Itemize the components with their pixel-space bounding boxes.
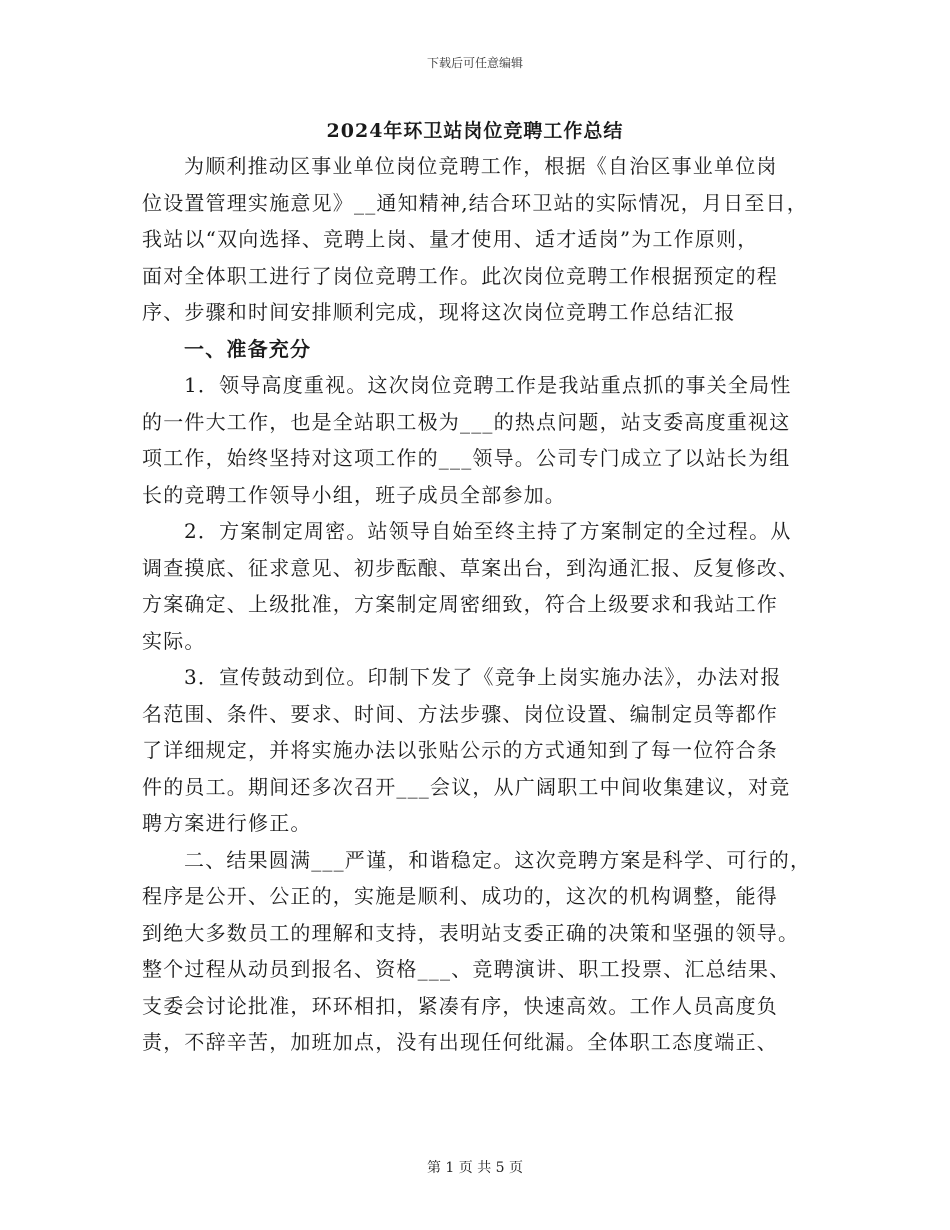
- paragraph-line: 程序是公开、公正的，实施是顺利、成功的，这次的机构调整，能得: [142, 884, 778, 908]
- paragraph-line: 的一件大工作，也是全站职工极为___的热点问题，站支委高度重视这: [142, 409, 791, 434]
- paragraph-line: 调查摸底、征求意见、初步酝酿、草案出台，到沟通汇报、反复修改、: [142, 555, 800, 580]
- paragraph-line: 到绝大多数员工的理解和支持，表明站支委正确的决策和坚强的领导。: [142, 920, 800, 945]
- paragraph-line: 件的员工。期间还多次召开___会议，从广阔职工中间收集建议，对竞: [142, 774, 791, 799]
- paragraph-line: 位设置管理实施意见》__通知精神,结合环卫站的实际情况，月日至日，: [142, 190, 808, 215]
- paragraph-line: 为顺利推动区事业单位岗位竞聘工作，根据《自治区事业单位岗: [184, 154, 778, 178]
- paragraph-line: 3．宣传鼓动到位。印制下发了《竞争上岗实施办法》，办法对报: [184, 665, 782, 689]
- paragraph-line: 1．领导高度重视。这次岗位竞聘工作是我站重点抓的事关全局性: [184, 373, 792, 397]
- paragraph-line: 聘方案进行修正。: [142, 811, 312, 835]
- document-title: 2024年环卫站岗位竞聘工作总结: [326, 120, 624, 142]
- paragraph-line: 实际。: [142, 628, 206, 653]
- section-heading: 一、准备充分: [184, 336, 312, 361]
- paragraph-line: 名范围、条件、要求、时间、方法步骤、岗位设置、编制定员等都作: [142, 701, 778, 726]
- paragraph-line: 支委会讨论批准，环环相扣，紧凑有序，快速高效。工作人员高度负: [142, 993, 778, 1018]
- document-body: [142, 148, 822, 1061]
- paragraph-line: 2．方案制定周密。站领导自始至终主持了方案制定的全过程。从: [184, 519, 792, 543]
- paragraph-line: 方案确定、上级批准，方案制定周密细致，符合上级要求和我站工作: [142, 592, 778, 616]
- paragraph-line: 项工作，始终坚持对这项工作的___领导。公司专门成立了以站长为组: [142, 446, 791, 470]
- paragraph-line: 序、步骤和时间安排顺利完成，现将这次岗位竞聘工作总结汇报: [142, 300, 736, 324]
- paragraph-line: 长的竞聘工作领导小组，班子成员全部参加。: [142, 482, 566, 507]
- paragraph-line: 责，不辞辛苦，加班加点，没有出现任何纰漏。全体职工态度端正、: [142, 1030, 778, 1054]
- paragraph-line: 面对全体职工进行了岗位竞聘工作。此次岗位竞聘工作根据预定的程: [142, 263, 778, 288]
- header-note: 下载后可任意编辑: [426, 56, 523, 70]
- page-footer: 第 1 页 共 5 页: [426, 1160, 524, 1176]
- paragraph-line: 我站以“双向选择、竞聘上岗、量才使用、适才适岗”为工作原则，: [142, 227, 759, 251]
- paragraph-line: 整个过程从动员到报名、资格___、竞聘演讲、职工投票、汇总结果、: [142, 957, 791, 981]
- paragraph-line: 了详细规定，并将实施办法以张贴公示的方式通知到了每一位符合条: [142, 738, 778, 762]
- paragraph-line: 二、结果圆满___严谨，和谐稳定。这次竞聘方案是科学、可行的，: [184, 847, 812, 872]
